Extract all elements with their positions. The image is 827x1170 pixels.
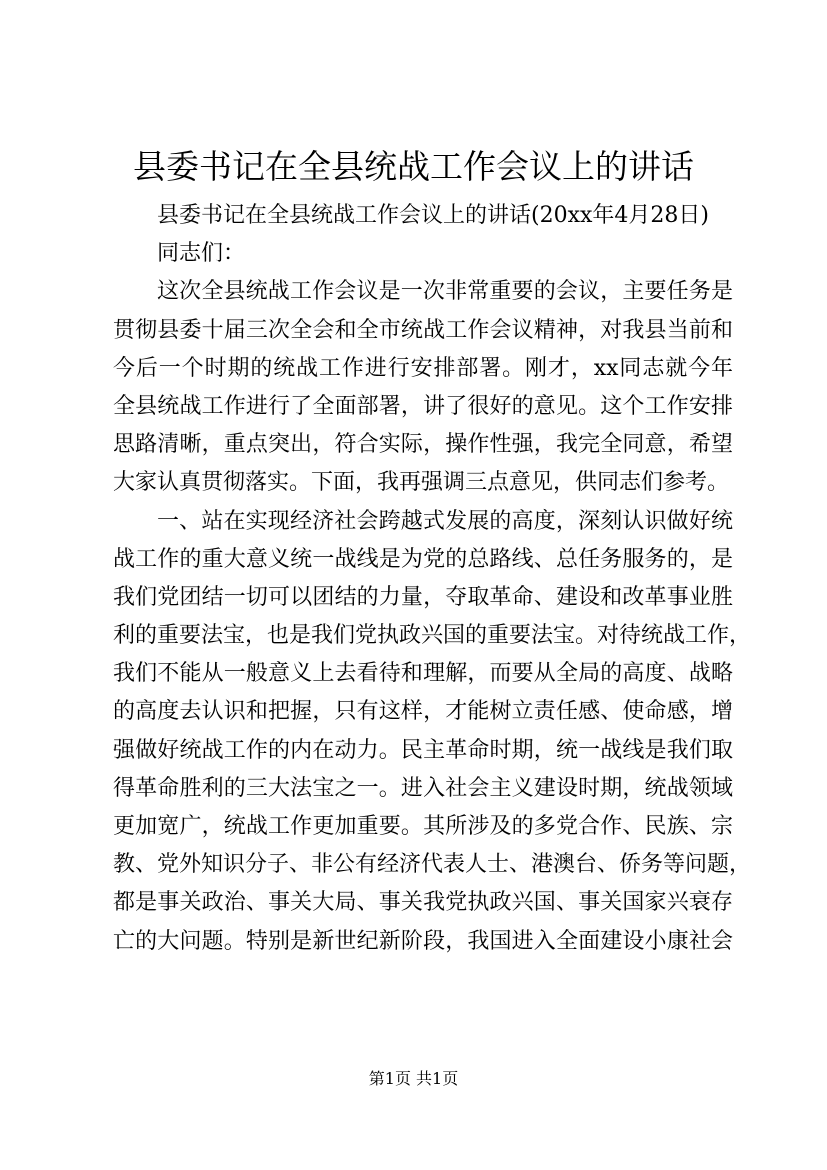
paragraph-line: 我们党团结一切可以团结的力量，夺取革命、建设和改革事业胜 <box>113 584 733 610</box>
paragraph-line: 全县统战工作进行了全面部署，讲了很好的意见。这个工作安排 <box>113 393 733 419</box>
paragraph-line: 教、党外知识分子、非公有经济代表人士、港澳台、侨务等问题， <box>113 852 752 878</box>
paragraph-line: 都是事关政治、事关大局、事关我党执政兴国、事关国家兴衰存 <box>113 890 733 916</box>
paragraph-line: 贯彻县委十届三次全会和全市统战工作会议精神，对我县当前和 <box>113 317 733 343</box>
paragraph-line: 思路清晰，重点突出，符合实际，操作性强，我完全同意，希望 <box>113 432 733 458</box>
paragraph-line: 战工作的重大意义统一战线是为党的总路线、总任务服务的，是 <box>113 546 733 572</box>
salutation-line: 同志们： <box>157 241 246 267</box>
subtitle-line: 县委书记在全县统战工作会议上的讲话(20xx年4月28日) <box>157 203 709 228</box>
paragraph-line: 这次全县统战工作会议是一次非常重要的会议，主要任务是 <box>157 279 733 305</box>
paragraph-line: 今后一个时期的统战工作进行安排部署。刚才，xx同志就今年 <box>113 355 733 381</box>
page-footer: 第1页 共1页 <box>368 1069 459 1088</box>
paragraph-2 <box>113 503 752 961</box>
document-title: 县委书记在全县统战工作会议上的讲话 <box>133 147 694 186</box>
paragraph-line: 更加宽广，统战工作更加重要。其所涉及的多党合作、民族、宗 <box>113 814 733 839</box>
paragraph-line: 的高度去认识和把握，只有这样，才能树立责任感、使命感，增 <box>113 699 733 725</box>
paragraph-1 <box>113 273 733 502</box>
paragraph-line: 一、站在实现经济社会跨越式发展的高度，深刻认识做好统 <box>157 508 733 534</box>
paragraph-line: 强做好统战工作的内在动力。民主革命时期，统一战线是我们取 <box>113 737 733 763</box>
paragraph-line: 得革命胜利的三大法宝之一。进入社会主义建设时期，统战领域 <box>113 775 733 801</box>
paragraph-line: 利的重要法宝，也是我们党执政兴国的重要法宝。对待统战工作， <box>113 623 752 649</box>
document-body <box>113 197 752 961</box>
paragraph-line: 大家认真贯彻落实。下面，我再强调三点意见，供同志们参考。 <box>113 470 730 496</box>
paragraph-line: 我们不能从一般意义上去看待和理解，而要从全局的高度、战略 <box>113 661 733 687</box>
paragraph-line: 亡的大问题。特别是新世纪新阶段，我国进入全面建设小康社会 <box>113 928 733 954</box>
